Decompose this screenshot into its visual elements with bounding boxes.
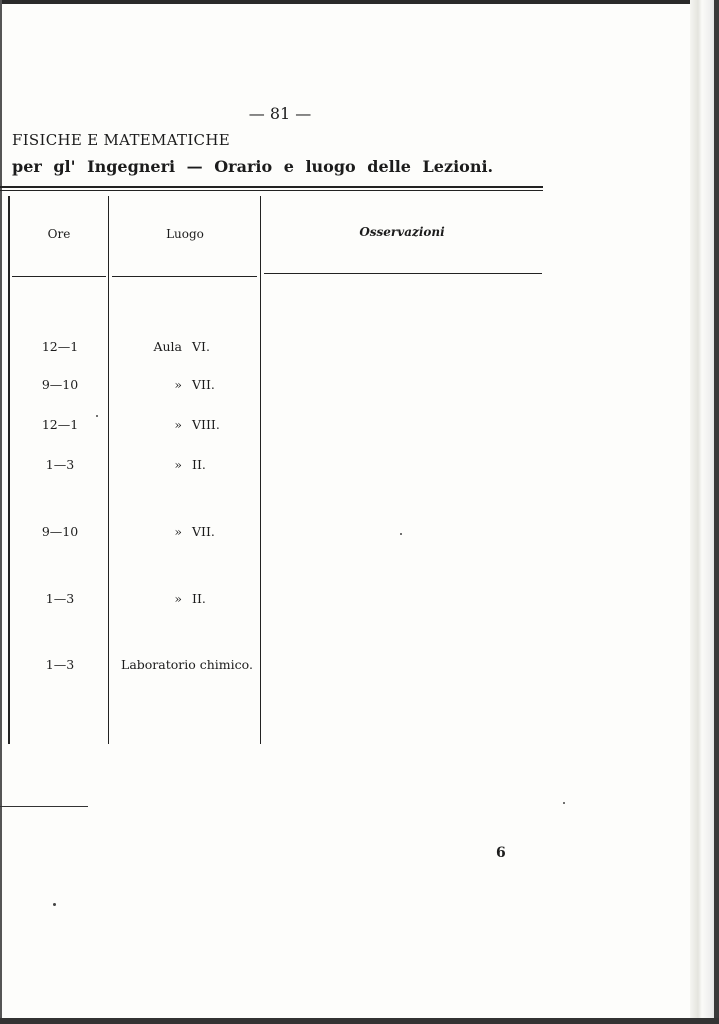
page-number: — 81 — [248,104,312,123]
page-binding-edge [714,0,719,1024]
row-4-luogo-label: » [174,457,182,472]
row-3-luogo-number: VIII. [192,417,220,432]
row-6-luogo-number: II. [192,591,206,606]
row-3-luogo [112,417,262,432]
row-4-luogo [112,457,262,472]
header-underline-osservazioni [264,273,542,274]
row-7-ore: 1—3 [45,657,75,672]
section-subtitle: per gl' Ingegneri — Orario e luogo delle Lezioni. [12,157,494,176]
row-2-ore: 9—10 [41,377,79,392]
speck [563,802,565,804]
row-1-luogo [112,339,262,354]
row-5-ore: 9—10 [41,524,79,539]
row-1-luogo-number: VI. [192,339,210,354]
row-6-ore: 1—3 [45,591,75,606]
row-5-luogo-label: » [174,524,182,539]
row-3-luogo-label: » [174,417,182,432]
row-4-luogo-number: II. [192,457,206,472]
column-header-ore: Ore [47,227,71,241]
speck [400,533,402,535]
speck [96,415,98,417]
row-2-luogo-number: VII. [192,377,215,392]
row-7-luogo: Laboratorio chimico. [121,657,253,672]
row-2-luogo [112,377,262,392]
header-underline-luogo [112,276,257,277]
page-top-edge [0,0,719,4]
section-title: FISICHE E MATEMATICHE [12,131,230,149]
header-underline-ore [12,276,106,277]
row-2-luogo-label: » [174,377,182,392]
header-rule-top [0,186,543,188]
row-1-ore: 12—1 [41,339,79,354]
column-header-luogo: Luogo [166,227,204,241]
row-6-luogo [112,591,262,606]
row-3-ore: 12—1 [41,417,79,432]
row-6-luogo-label: » [174,591,182,606]
speck [53,903,56,906]
row-5-luogo-number: VII. [192,524,215,539]
header-rule-bottom [0,190,543,191]
row-1-luogo-label: Aula [153,339,182,354]
signature-mark: 6 [496,845,506,861]
page-left-edge [0,0,2,1024]
row-4-ore: 1—3 [45,457,75,472]
page-bottom-edge [0,1018,719,1024]
row-5-luogo [112,524,262,539]
column-header-osservazioni: Osservazioni [359,225,445,239]
footnote-rule [0,806,88,807]
